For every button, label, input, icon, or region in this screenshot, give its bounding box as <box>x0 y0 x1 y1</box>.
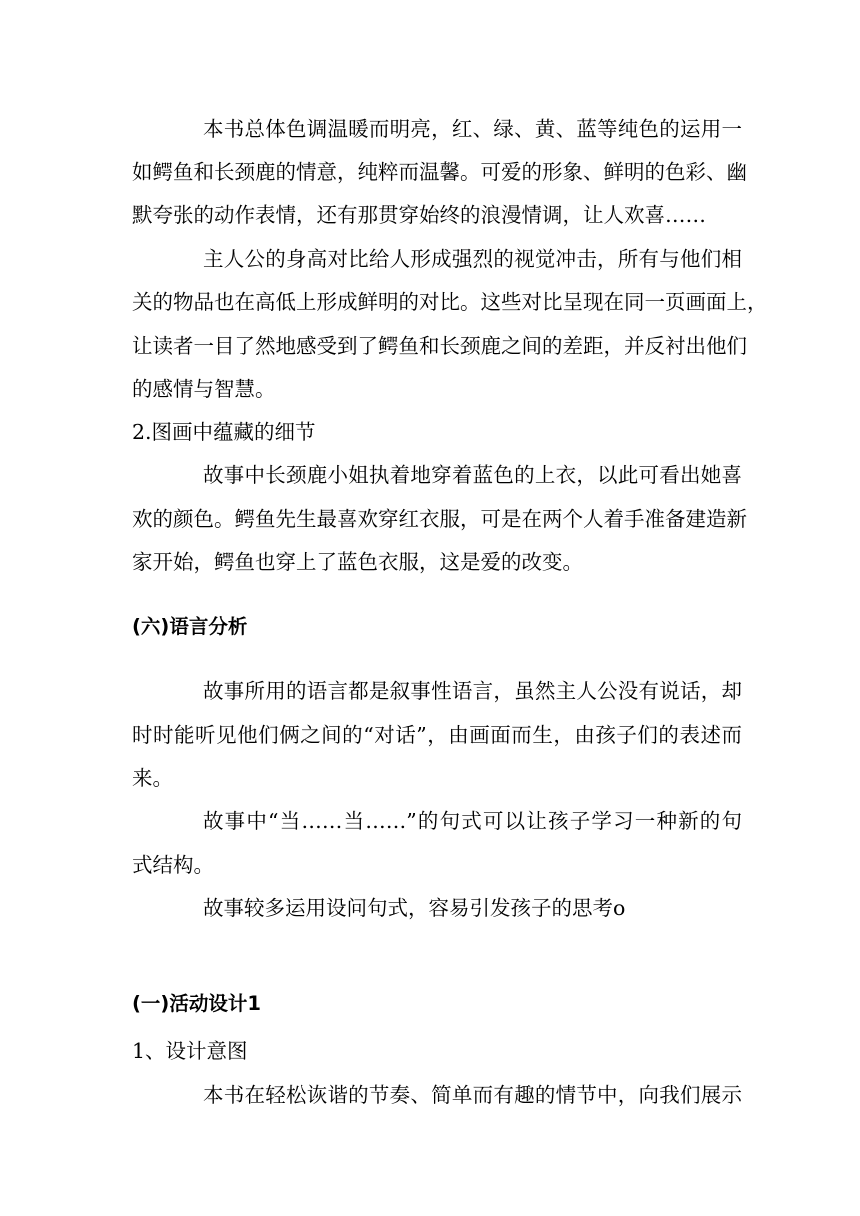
sub-heading: 1、设计意图 <box>132 1039 248 1063</box>
paragraph-line: 主人公的身高对比给人形成强烈的视觉冲击，所有与他们相 <box>203 247 742 271</box>
section-heading: (一)活动设计1 <box>132 992 261 1015</box>
paragraph-line: 故事中长颈鹿小姐执着地穿着蓝色的上衣，以此可看出她喜 <box>203 463 742 487</box>
paragraph-line: 让读者一目了然地感受到了鳄鱼和长颈鹿之间的差距，并反衬出他们 <box>132 334 747 358</box>
paragraph-line: 关的物品也在高低上形成鲜明的对比。这些对比呈现在同一页画面上， <box>132 290 768 314</box>
paragraph-line: 故事较多运用设问句式，容易引发孩子的思考o <box>203 896 626 920</box>
paragraph-line: 本书总体色调温暖而明亮，红、绿、黄、蓝等纯色的运用一 <box>203 117 742 141</box>
paragraph-line: 欢的颜色。鳄鱼先生最喜欢穿红衣服，可是在两个人着手准备建造新 <box>132 507 747 531</box>
sub-heading: 2.图画中蕴藏的细节 <box>132 420 316 444</box>
paragraph-line: 本书在轻松诙谐的节奏、简单而有趣的情节中，向我们展示 <box>203 1083 742 1107</box>
paragraph-line: 故事所用的语言都是叙事性语言，虽然主人公没有说话，却 <box>203 679 742 703</box>
paragraph-line: 家开始，鳄鱼也穿上了蓝色衣服，这是爱的改变。 <box>132 550 583 574</box>
paragraph-line: 时时能听见他们俩之间的“对话”，由画面而生，由孩子们的表述而 <box>132 723 742 747</box>
section-heading: (六)语言分析 <box>132 615 248 638</box>
paragraph-line: 的感情与智慧。 <box>132 377 276 401</box>
paragraph-line: 如鳄鱼和长颈鹿的情意，纯粹而温馨。可爱的形象、鲜明的色彩、幽 <box>132 160 747 184</box>
paragraph-line: 故事中“当……当……”的句式可以让孩子学习一种新的句 <box>203 809 742 833</box>
paragraph-line: 来。 <box>132 766 173 790</box>
paragraph-line: 默夸张的动作表情，还有那贯穿始终的浪漫情调，让人欢喜…… <box>132 203 706 227</box>
paragraph-line: 式结构。 <box>132 853 214 877</box>
